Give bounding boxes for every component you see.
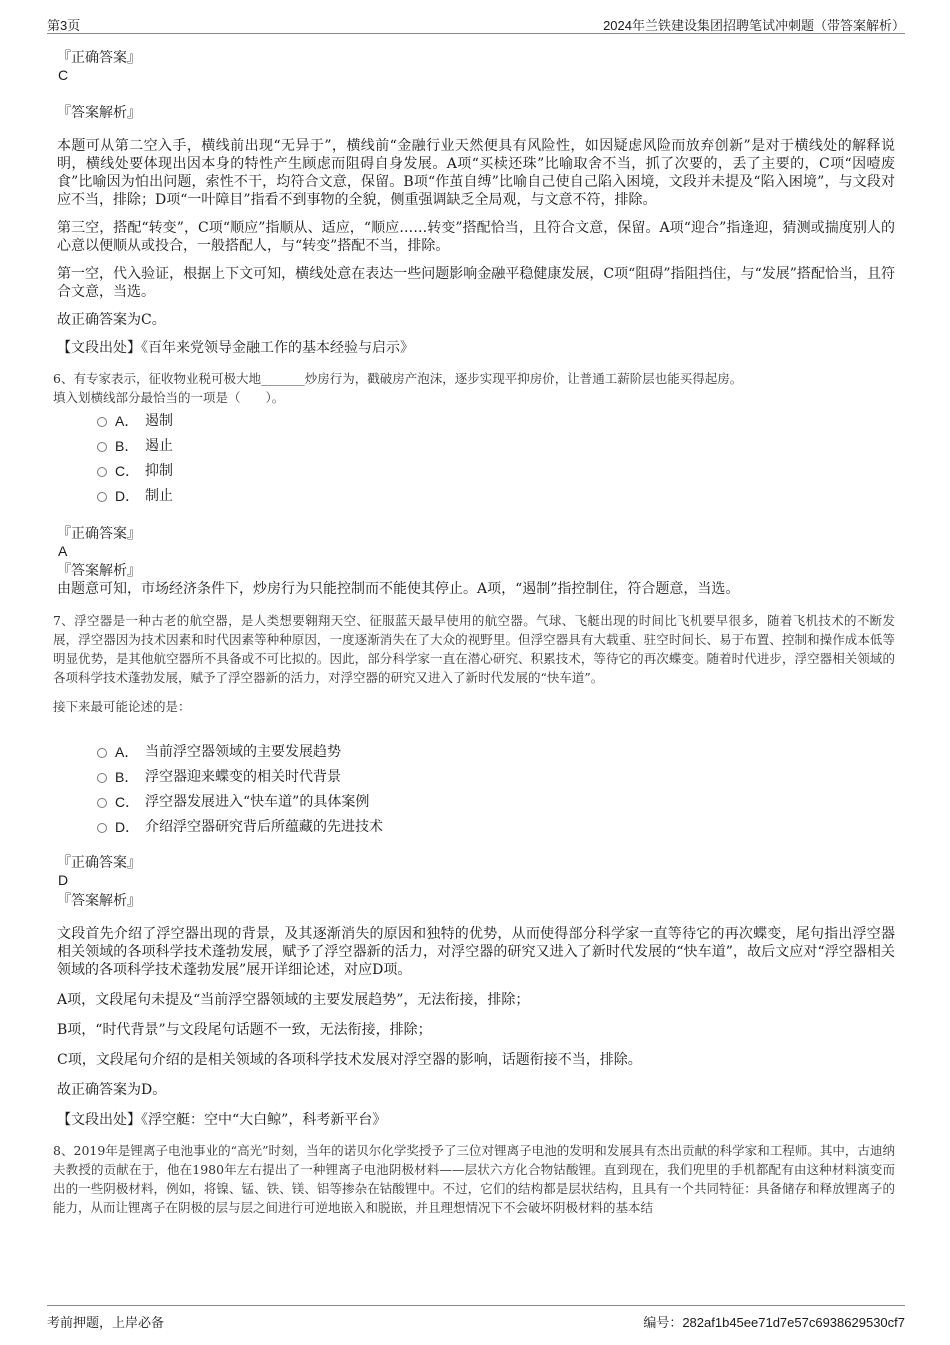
- radio-button[interactable]: [97, 417, 107, 427]
- page-footer: [47, 1305, 905, 1331]
- question-prompt: 接下来最可能论述的是：: [53, 699, 191, 714]
- analysis-conclusion: 故正确答案为C。: [57, 312, 166, 328]
- option-b[interactable]: B． 遏止: [57, 434, 895, 459]
- analysis-conclusion: 故正确答案为D。: [57, 1082, 167, 1098]
- source-title: 《浮空艇：空中“大白鲸”，科考新平台》: [141, 1112, 387, 1128]
- document-id-label: 编号：: [643, 1316, 683, 1331]
- analysis-paragraph: C项，文段尾句介绍的是相关领域的各项科学技术发展对浮空器的影响，话题衔接不当，排除。: [57, 1052, 642, 1068]
- correct-answer-label: 『正确答案』: [57, 50, 141, 66]
- option-d[interactable]: D． 制止: [57, 484, 895, 509]
- option-d[interactable]: D． 介绍浮空器研究背后所蕴藏的先进技术: [57, 815, 895, 840]
- analysis-paragraph: 第三空，搭配“转变”，C项“顺应”指顺从、适应，“顺应……转变”搭配恰当，且符合文意，保留。A项“迎合”指逢迎，猜测或揣度别人的心意以便顺从或投合，一般搭配人，与“转变”搭配不当，排除。: [57, 220, 895, 254]
- analysis-paragraph: 由题意可知，市场经济条件下，炒房行为只能控制而不能使其停止。A项，“遏制”指控制住，符合题意，当选。: [57, 581, 740, 597]
- page-number: 第3页: [47, 18, 81, 33]
- source-label: 【文段出处】: [57, 1112, 141, 1128]
- analysis-paragraph: 本题可从第二空入手，横线前出现“无异于”，横线前“金融行业天然便具有风险性，如因疑虑风险而放弃创新”是对于横线处的解释说明，横线处要体现出因本身的特性产生顾虑而阻碍自身发展。A项“买椟还珠”比喻取舍不当，抓了次要的，丢了主要的，C项“因噎废食”比喻因为怕出问题，索性不干，均符合文意，保留。B项“作茧自缚”比喻自己使自己陷入困境，文段并未提及“陷入困境”，与文段对应不当，排除；D项“一叶障目”指看不到事物的全貌，侧重强调缺乏全局观，与文意不符，排除。: [57, 138, 895, 208]
- options-list: [57, 409, 895, 509]
- option-a[interactable]: A． 遏制: [57, 409, 895, 434]
- analysis-paragraph: 第一空，代入验证，根据上下文可知，横线处意在表达一些问题影响金融平稳健康发展，C项“阻碍”指阻挡住，与“发展”搭配恰当，且符合文意，当选。: [57, 266, 895, 300]
- radio-button[interactable]: [97, 492, 107, 502]
- correct-answer-label: 『正确答案』: [57, 855, 141, 871]
- analysis-paragraph: 文段首先介绍了浮空器出现的背景，及其逐渐消失的原因和独特的优势，从而使得部分科学家一直等待它的再次蝶变，尾句指出浮空器相关领域的各项科学技术蓬勃发展，赋予了浮空器新的活力，对浮空器的研究又进入了新时代发展的“快车道”，故后文应对“浮空器相关领域的各项科学技术蓬勃发展”展开详细论述，对应D项。: [57, 926, 895, 978]
- option-a[interactable]: A． 当前浮空器领域的主要发展趋势: [57, 740, 895, 765]
- question-stem: 7、浮空器是一种古老的航空器，是人类想要翱翔天空、征服蓝天最早使用的航空器。气球、飞艇出现的时间比飞机要早很多，随着飞机技术的不断发展，浮空器因为技术因素和时代因素等种种原因，一度逐渐消失在了大众的视野里。但浮空器具有大载重、驻空时间长、易于布置、控制和操作成本低等明显优势，是其他航空器所不具备或不可比拟的。因此，部分科学家一直在潜心研究、积累技术，等待它的再次蝶变。随着时代进步，浮空器相关领域的各项科学技术蓬勃发展，赋予了浮空器新的活力，对浮空器的研究又进入了新时代发展的“快车道”。: [53, 613, 895, 685]
- analysis-label: 『答案解析』: [57, 563, 141, 579]
- source-line: [57, 1111, 895, 1129]
- document-id-value: 282af1b45ee71d7e57c6938629530cf7: [682, 1315, 905, 1330]
- analysis-paragraph: A项，文段尾句未提及“当前浮空器领域的主要发展趋势”，无法衔接，排除；: [57, 992, 530, 1008]
- correct-answer-label: 『正确答案』: [57, 526, 141, 542]
- radio-button[interactable]: [97, 467, 107, 477]
- document-id: [643, 1312, 905, 1331]
- page-header: [47, 15, 905, 34]
- option-b[interactable]: B． 浮空器迎来蝶变的相关时代背景: [57, 765, 895, 790]
- question-stem: 6、有专家表示，征收物业税可极大地_______炒房行为，戳破房产泡沫，逐步实现平抑房价，让普通工薪阶层也能买得起房。: [53, 371, 743, 386]
- analysis-label: 『答案解析』: [57, 893, 141, 909]
- correct-answer-value: A: [58, 543, 68, 559]
- option-c[interactable]: C． 浮空器发展进入“快车道”的具体案例: [57, 790, 895, 815]
- question-stem: 8、2019年是锂离子电池事业的“高光”时刻，当年的诺贝尔化学奖授予了三位对锂离子电池的发明和发展具有杰出贡献的科学家和工程师。其中，古迪纳夫教授的贡献在于，他在1980年左右提出了一种锂离子电池阴极材料——层状六方化合物钴酸锂。直到现在，我们兜里的手机都配有由这种材料演变而出的一些阴极材料，例如，将镍、锰、铁、镁、铝等掺杂在钴酸锂中。不过，它们的结构都是层状结构，且具有一个共同特征：具备储存和释放锂离子的能力，从而让锂离子在阴极的层与层之间进行可逆地嵌入和脱嵌，并且理想情况下不会破坏阴极材料的基本结: [53, 1143, 895, 1215]
- radio-button[interactable]: [97, 773, 107, 783]
- radio-button[interactable]: [97, 442, 107, 452]
- radio-button[interactable]: [97, 823, 107, 833]
- source-line: [57, 339, 895, 357]
- radio-button[interactable]: [97, 798, 107, 808]
- page-content: [53, 45, 895, 1217]
- correct-answer-value: C: [58, 67, 69, 83]
- correct-answer-value: D: [58, 872, 69, 888]
- analysis-paragraph: B项，“时代背景”与文段尾句话题不一致，无法衔接，排除；: [57, 1022, 432, 1038]
- document-title: 2024年兰铁建设集团招聘笔试冲刺题（带答案解析）: [603, 18, 905, 33]
- analysis-label: 『答案解析』: [57, 105, 141, 121]
- radio-button[interactable]: [97, 748, 107, 758]
- source-title: 《百年来党领导金融工作的基本经验与启示》: [141, 340, 414, 356]
- options-list: [57, 740, 895, 840]
- option-c[interactable]: C． 抑制: [57, 459, 895, 484]
- question-prompt: 填入划横线部分最恰当的一项是（ ）。: [53, 390, 285, 405]
- source-label: 【文段出处】: [57, 340, 141, 356]
- footer-note: 考前押题，上岸必备: [47, 1316, 165, 1331]
